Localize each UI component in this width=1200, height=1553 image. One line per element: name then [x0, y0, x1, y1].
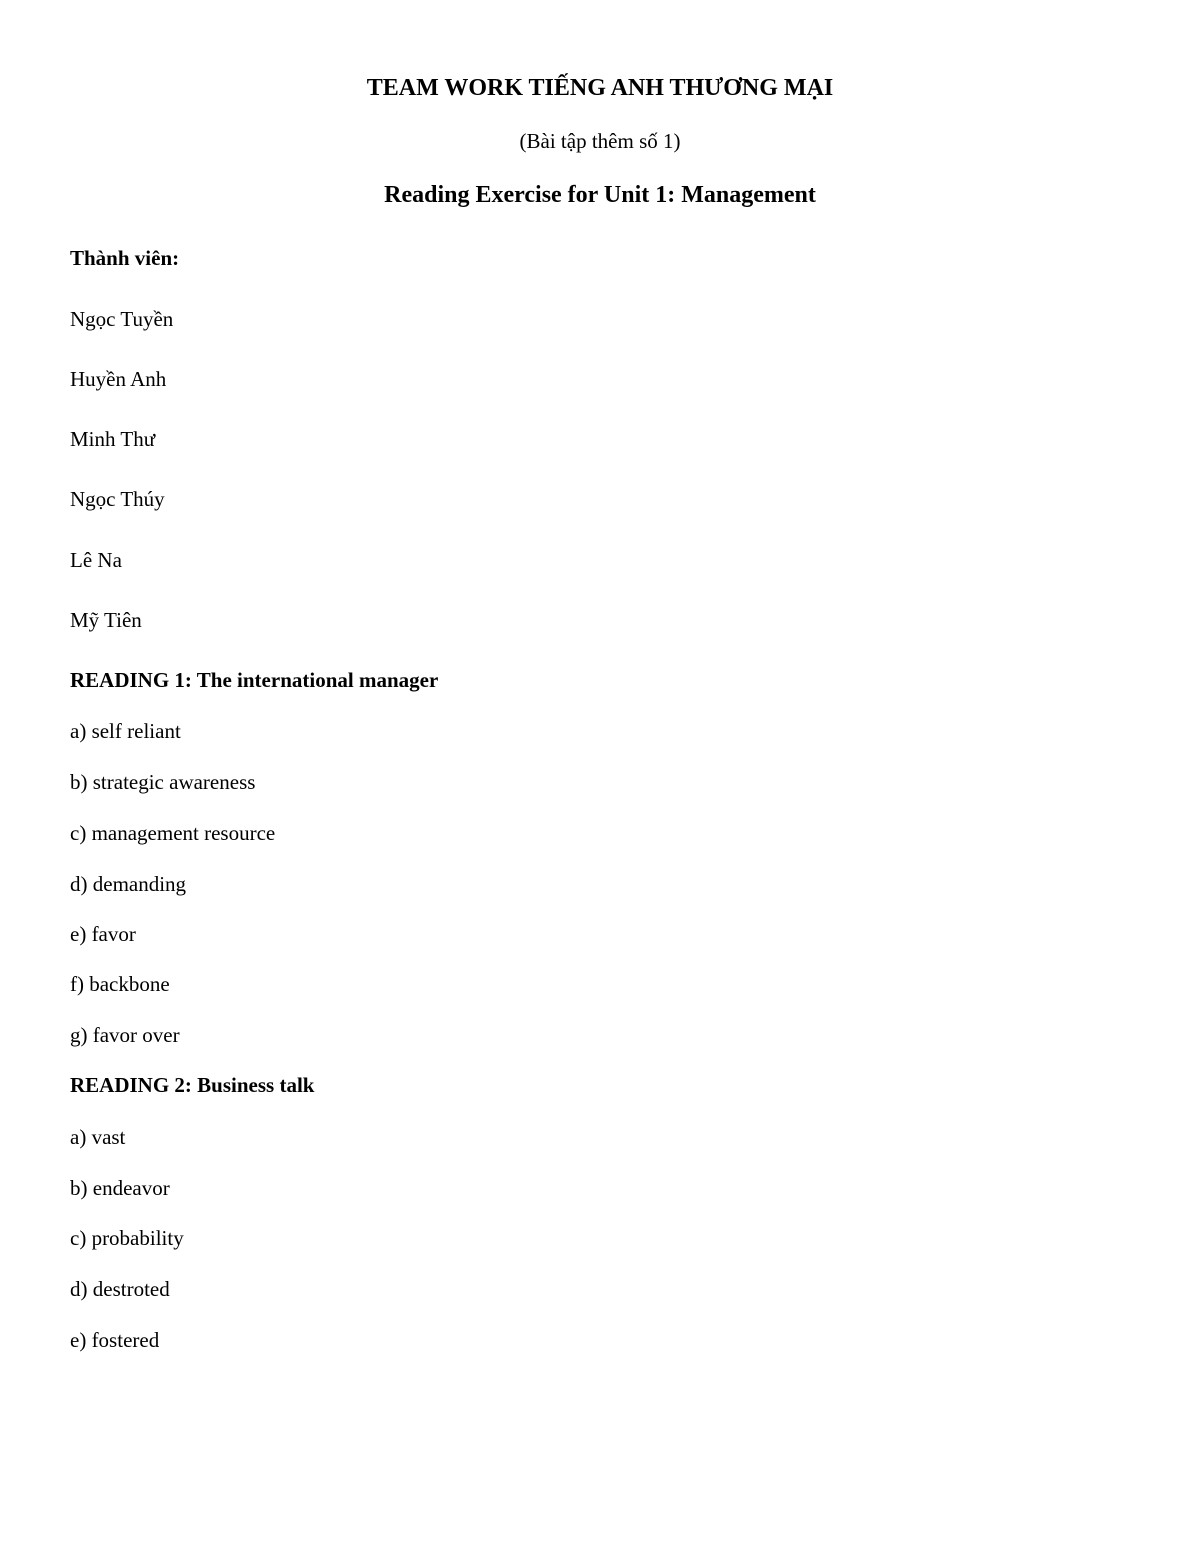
reading1-answer: a) self reliant: [70, 719, 181, 743]
reading1-answer: d) demanding: [70, 872, 187, 896]
member-name: Ngọc Thúy: [70, 487, 165, 511]
reading2-answer: a) vast: [70, 1125, 126, 1149]
document-subtitle: (Bài tập thêm số 1): [519, 129, 681, 153]
member-name: Huyền Anh: [70, 367, 167, 391]
reading2-answer: c) probability: [70, 1226, 184, 1250]
reading1-answer: b) strategic awareness: [70, 770, 256, 794]
document-title: TEAM WORK TIẾNG ANH THƯƠNG MẠI: [366, 75, 834, 101]
reading1-answer: e) favor: [70, 922, 136, 946]
member-name: Lê Na: [70, 548, 122, 572]
exercise-heading: Reading Exercise for Unit 1: Management: [384, 182, 816, 208]
members-label: Thành viên:: [70, 246, 180, 270]
reading1-answer: f) backbone: [70, 972, 170, 996]
reading1-answer: c) management resource: [70, 821, 276, 845]
reading2-answer: d) destroted: [70, 1277, 170, 1301]
reading2-answer: e) fostered: [70, 1328, 160, 1352]
reading2-answer: b) endeavor: [70, 1176, 170, 1200]
reading1-title: READING 1: The international manager: [70, 668, 439, 692]
member-name: Minh Thư: [70, 427, 156, 451]
reading1-answer: g) favor over: [70, 1023, 180, 1047]
member-name: Ngọc Tuyền: [70, 307, 174, 331]
member-name: Mỹ Tiên: [70, 608, 142, 632]
reading2-title: READING 2: Business talk: [70, 1073, 315, 1097]
